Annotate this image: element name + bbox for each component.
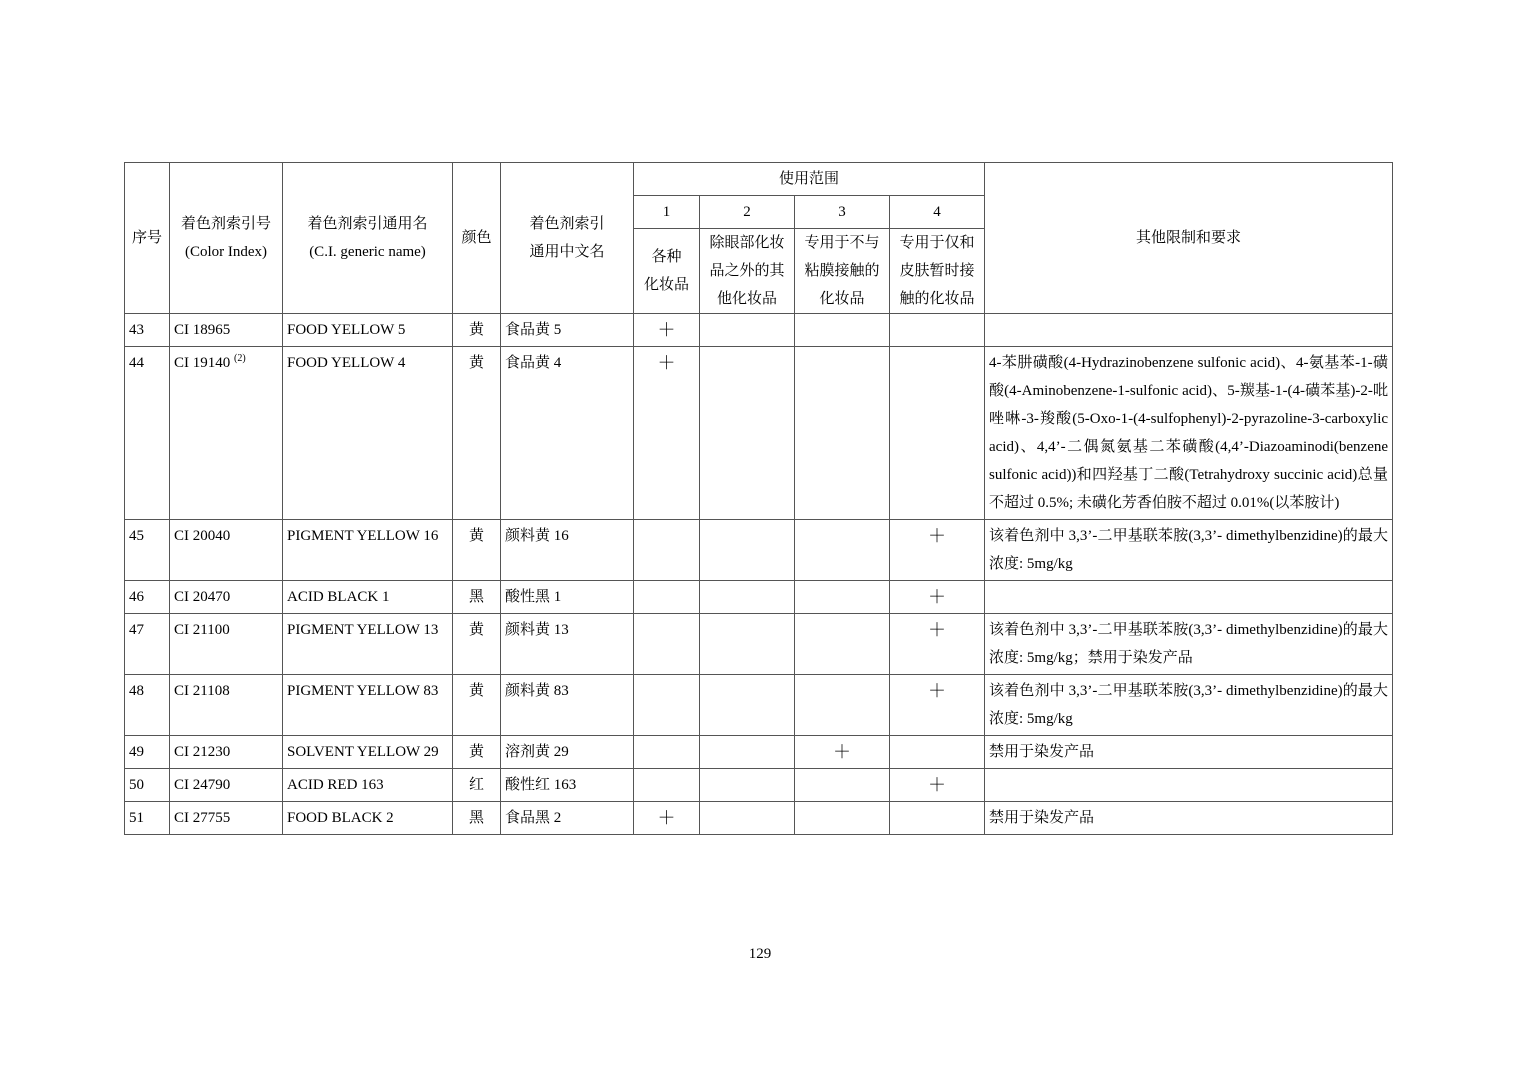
table-body [125, 314, 1393, 835]
table-row [125, 347, 1393, 520]
color: 黄 [453, 736, 501, 769]
color: 黑 [453, 802, 501, 835]
header-color: 颜色 [453, 163, 501, 314]
table-row [125, 520, 1393, 581]
color-index [170, 581, 283, 614]
row-number: 48 [125, 675, 170, 736]
color-index-code: CI 21230 [174, 744, 231, 760]
chinese-name: 食品黄 5 [501, 314, 634, 347]
chinese-name: 食品黑 2 [501, 802, 634, 835]
scope-label-3-line: 专用于不与 [804, 235, 880, 251]
scope-1-mark [634, 520, 700, 581]
page-number: 129 [748, 946, 772, 962]
chinese-name: 颜料黄 13 [501, 614, 634, 675]
scope-label-3-line: 化妆品 [819, 291, 865, 307]
color-index-code: CI 20040 [174, 528, 231, 544]
scope-4-mark: ＋ [890, 581, 985, 614]
scope-label-4-line: 专用于仅和 [899, 235, 975, 251]
color: 黄 [453, 614, 501, 675]
generic-name: PIGMENT YELLOW 13 [283, 614, 453, 675]
other-requirements [985, 769, 1393, 802]
scope-2-mark [700, 347, 795, 520]
scope-2-mark [700, 314, 795, 347]
scope-label-2 [700, 229, 795, 314]
other-requirements: 4-苯肼磺酸(4-Hydrazinobenzene sulfonic acid)、4-氨基苯-1-磺酸(4-Aminobenzene-1-sulfonic acid)、5-羰基-1-(4-磺苯基)-2-吡唑啉-3-羧酸(5-Oxo-1-(4-sulfophenyl)-2-pyrazoline-3-carboxylic acid)、4,4’-二偶氮氨基二苯磺酸(4,4’-Diazoaminodi(benzene sulfonic acid))和四羟基丁二酸(Tetrahydroxy succinic acid)总量不超过 0.5%; 未磺化芳香伯胺不超过 0.01%(以苯胺计) [985, 347, 1393, 520]
color: 黑 [453, 581, 501, 614]
color-index [170, 614, 283, 675]
color-index [170, 769, 283, 802]
scope-1-mark: ＋ [634, 802, 700, 835]
row-number: 43 [125, 314, 170, 347]
scope-3-mark [795, 520, 890, 581]
footnote-marker: (2) [234, 353, 246, 364]
table-row [125, 675, 1393, 736]
scope-number-4: 4 [890, 196, 985, 229]
scope-4-mark [890, 314, 985, 347]
scope-label-1-line: 化妆品 [643, 277, 689, 293]
color-index-code: CI 18965 [174, 322, 231, 338]
row-number: 44 [125, 347, 170, 520]
row-number: 46 [125, 581, 170, 614]
scope-3-mark [795, 314, 890, 347]
color: 黄 [453, 675, 501, 736]
scope-label-4 [890, 229, 985, 314]
scope-1-mark [634, 736, 700, 769]
header-scope: 使用范围 [634, 163, 985, 196]
color-index-code: CI 24790 [174, 777, 231, 793]
other-requirements [985, 581, 1393, 614]
scope-4-mark [890, 347, 985, 520]
color: 红 [453, 769, 501, 802]
scope-2-mark [700, 736, 795, 769]
color-index-code: CI 21108 [174, 683, 230, 699]
other-requirements: 该着色剂中 3,3’-二甲基联苯胺(3,3’- dimethylbenzidine)的最大浓度: 5mg/kg；禁用于染发产品 [985, 614, 1393, 675]
color-index-code: CI 20470 [174, 589, 231, 605]
scope-label-2-line: 除眼部化妆 [709, 235, 785, 251]
scope-2-mark [700, 581, 795, 614]
generic-name: PIGMENT YELLOW 16 [283, 520, 453, 581]
color-index [170, 802, 283, 835]
generic-name: SOLVENT YELLOW 29 [283, 736, 453, 769]
scope-label-3-line: 粘膜接触的 [804, 263, 880, 279]
generic-name: ACID RED 163 [283, 769, 453, 802]
scope-3-mark [795, 802, 890, 835]
scope-1-mark: ＋ [634, 314, 700, 347]
table-row [125, 314, 1393, 347]
chinese-name: 酸性红 163 [501, 769, 634, 802]
color: 黄 [453, 520, 501, 581]
chinese-name: 颜料黄 16 [501, 520, 634, 581]
scope-label-1-line: 各种 [651, 249, 682, 265]
color-index [170, 314, 283, 347]
scope-label-4-line: 触的化妆品 [899, 291, 975, 307]
header-color-index-line1: 着色剂索引号 [180, 216, 271, 232]
scope-label-3 [795, 229, 890, 314]
table-row [125, 802, 1393, 835]
chinese-name: 颜料黄 83 [501, 675, 634, 736]
scope-number-3: 3 [795, 196, 890, 229]
other-requirements: 该着色剂中 3,3’-二甲基联苯胺(3,3’- dimethylbenzidine)的最大浓度: 5mg/kg [985, 675, 1393, 736]
color-index-code: CI 21100 [174, 622, 230, 638]
scope-4-mark [890, 802, 985, 835]
generic-name: FOOD YELLOW 5 [283, 314, 453, 347]
generic-name: PIGMENT YELLOW 83 [283, 675, 453, 736]
table-header [125, 163, 1393, 314]
scope-label-2-line: 品之外的其 [709, 263, 785, 279]
scope-2-mark [700, 769, 795, 802]
scope-1-mark [634, 581, 700, 614]
scope-1-mark [634, 614, 700, 675]
generic-name: FOOD BLACK 2 [283, 802, 453, 835]
chinese-name: 酸性黑 1 [501, 581, 634, 614]
row-number: 51 [125, 802, 170, 835]
header-seq: 序号 [125, 163, 170, 314]
row-number: 45 [125, 520, 170, 581]
scope-3-mark [795, 614, 890, 675]
header-chinese-name [501, 163, 634, 314]
chinese-name: 溶剂黄 29 [501, 736, 634, 769]
other-requirements [985, 314, 1393, 347]
row-number: 47 [125, 614, 170, 675]
color-index [170, 347, 283, 520]
header-color-index [170, 163, 283, 314]
colorant-table [124, 162, 1393, 835]
row-number: 49 [125, 736, 170, 769]
scope-4-mark: ＋ [890, 520, 985, 581]
other-requirements: 禁用于染发产品 [985, 802, 1393, 835]
color-index [170, 736, 283, 769]
scope-4-mark [890, 736, 985, 769]
header-generic-name-line2: (C.I. generic name) [309, 244, 426, 260]
color: 黄 [453, 314, 501, 347]
header-other-requirements: 其他限制和要求 [985, 163, 1393, 314]
color-index [170, 520, 283, 581]
scope-3-mark [795, 675, 890, 736]
scope-2-mark [700, 675, 795, 736]
row-number: 50 [125, 769, 170, 802]
table-row [125, 581, 1393, 614]
scope-2-mark [700, 802, 795, 835]
scope-2-mark [700, 520, 795, 581]
header-chinese-name-line1: 着色剂索引 [529, 216, 605, 232]
scope-1-mark [634, 769, 700, 802]
header-generic-name-line1: 着色剂索引通用名 [307, 216, 428, 232]
scope-4-mark: ＋ [890, 769, 985, 802]
scope-4-mark: ＋ [890, 675, 985, 736]
scope-number-1: 1 [634, 196, 700, 229]
scope-3-mark [795, 581, 890, 614]
scope-label-1 [634, 229, 700, 314]
scope-label-2-line: 他化妆品 [716, 291, 777, 307]
header-generic-name [283, 163, 453, 314]
scope-1-mark [634, 675, 700, 736]
other-requirements: 禁用于染发产品 [985, 736, 1393, 769]
scope-number-2: 2 [700, 196, 795, 229]
scope-label-4-line: 皮肤暂时接 [899, 263, 975, 279]
scope-2-mark [700, 614, 795, 675]
chinese-name: 食品黄 4 [501, 347, 634, 520]
scope-1-mark: ＋ [634, 347, 700, 520]
generic-name: FOOD YELLOW 4 [283, 347, 453, 520]
header-color-index-line2: (Color Index) [184, 244, 268, 260]
other-requirements: 该着色剂中 3,3’-二甲基联苯胺(3,3’- dimethylbenzidine)的最大浓度: 5mg/kg [985, 520, 1393, 581]
scope-3-mark: ＋ [795, 736, 890, 769]
color-index [170, 675, 283, 736]
color-index-code: CI 19140 [174, 355, 231, 371]
table-row [125, 736, 1393, 769]
table-row [125, 614, 1393, 675]
scope-3-mark [795, 347, 890, 520]
color-index-code: CI 27755 [174, 810, 231, 826]
color: 黄 [453, 347, 501, 520]
scope-4-mark: ＋ [890, 614, 985, 675]
header-chinese-name-line2: 通用中文名 [529, 244, 605, 260]
scope-3-mark [795, 769, 890, 802]
generic-name: ACID BLACK 1 [283, 581, 453, 614]
table-row [125, 769, 1393, 802]
